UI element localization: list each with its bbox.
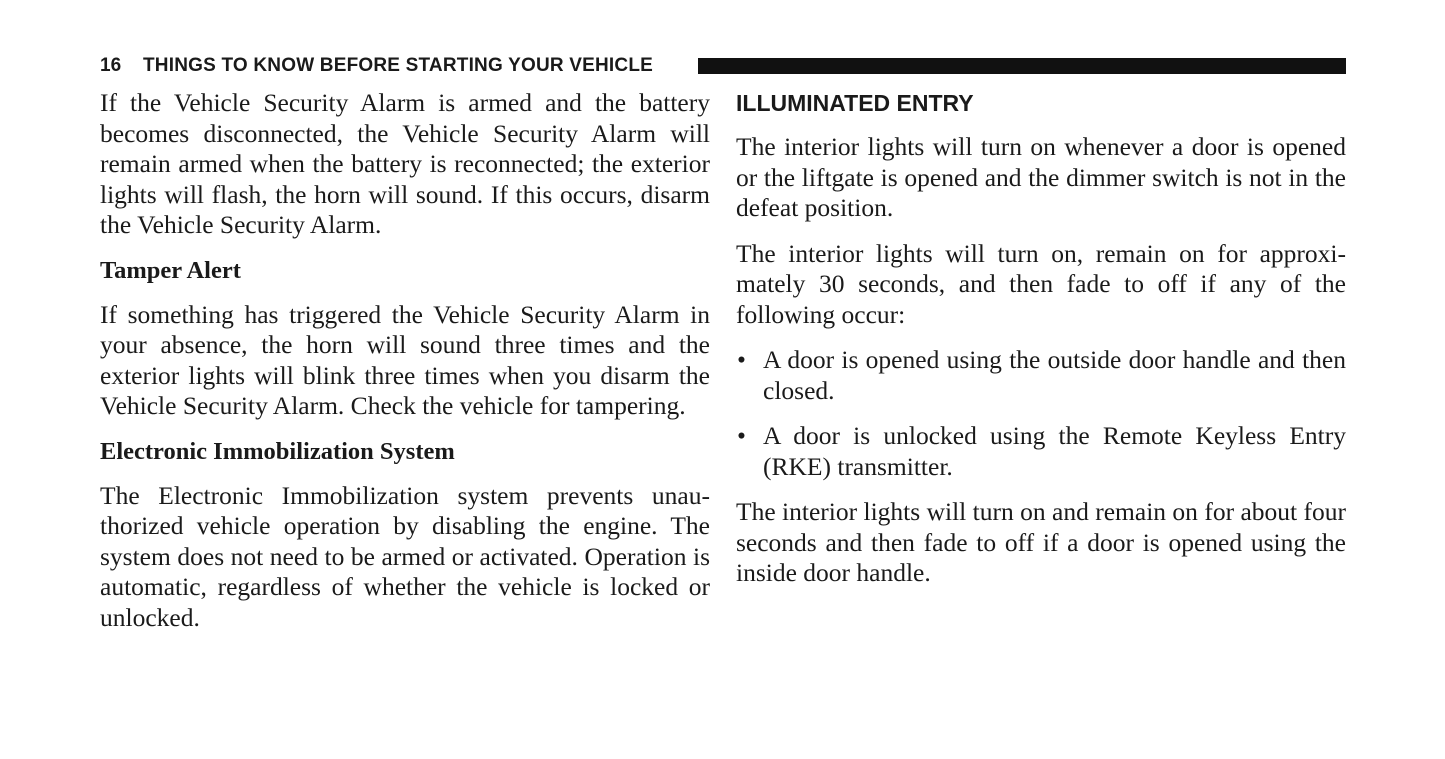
alarm-battery-paragraph: If the Vehicle Security Alarm is armed and the battery becomes disconnected, the Vehicle Security Alarm will remain armed when the battery is reconnected; the exterior lights will flash, the horn will sound. If this occurs, disarm the Vehicle Security Alarm. <box>100 88 710 239</box>
tamper-alert-paragraph: If something has triggered the Vehicle Security Alarm in your absence, the horn will sound three times and the exterior lights will blink three times when you disarm the Vehicle Security Alarm. Check the vehicle for tampering. <box>100 299 710 420</box>
header-rule-bar <box>698 58 1346 74</box>
illuminated-entry-heading: ILLUMINATED ENTRY <box>736 90 974 116</box>
immobilization-heading: Electronic Immobilization System <box>100 437 455 465</box>
list-item <box>736 421 1346 482</box>
conditions-list <box>736 345 1346 482</box>
left-column <box>100 88 710 648</box>
list-item-text: A door is unlocked using the Remote Keyless Entry (RKE) transmitter. <box>763 421 1346 481</box>
list-item-text: A door is opened using the outside door handle and then closed. <box>763 345 1346 405</box>
immobilization-paragraph: The Electronic Immobilization system prevents unauthorized vehicle operation by disabling the engine. The system does not need to be armed or activated. Operation is automatic, regardless of whether the vehicle is locked or unlocked. <box>100 480 710 632</box>
page-header <box>100 54 1346 78</box>
illuminated-entry-paragraph-3: The interior lights will turn on and remain on for about four seconds and then fade to off if a door is opened using the inside door handle. <box>736 497 1346 587</box>
bullet-icon: • <box>737 345 746 374</box>
right-column <box>736 88 1346 604</box>
chapter-title: THINGS TO KNOW BEFORE STARTING YOUR VEHICLE <box>143 55 654 76</box>
illuminated-entry-paragraph-2: The interior lights will turn on, remain on for approximately 30 seconds, and then fade to off if any of the following occur: <box>736 238 1346 329</box>
page-number: 16 <box>100 55 122 76</box>
tamper-alert-heading: Tamper Alert <box>100 256 241 284</box>
list-item <box>736 345 1346 406</box>
bullet-icon: • <box>737 421 746 450</box>
illuminated-entry-paragraph-1: The interior lights will turn on whenever a door is opened or the liftgate is opened and the dimmer switch is not in the defeat position. <box>736 132 1346 222</box>
